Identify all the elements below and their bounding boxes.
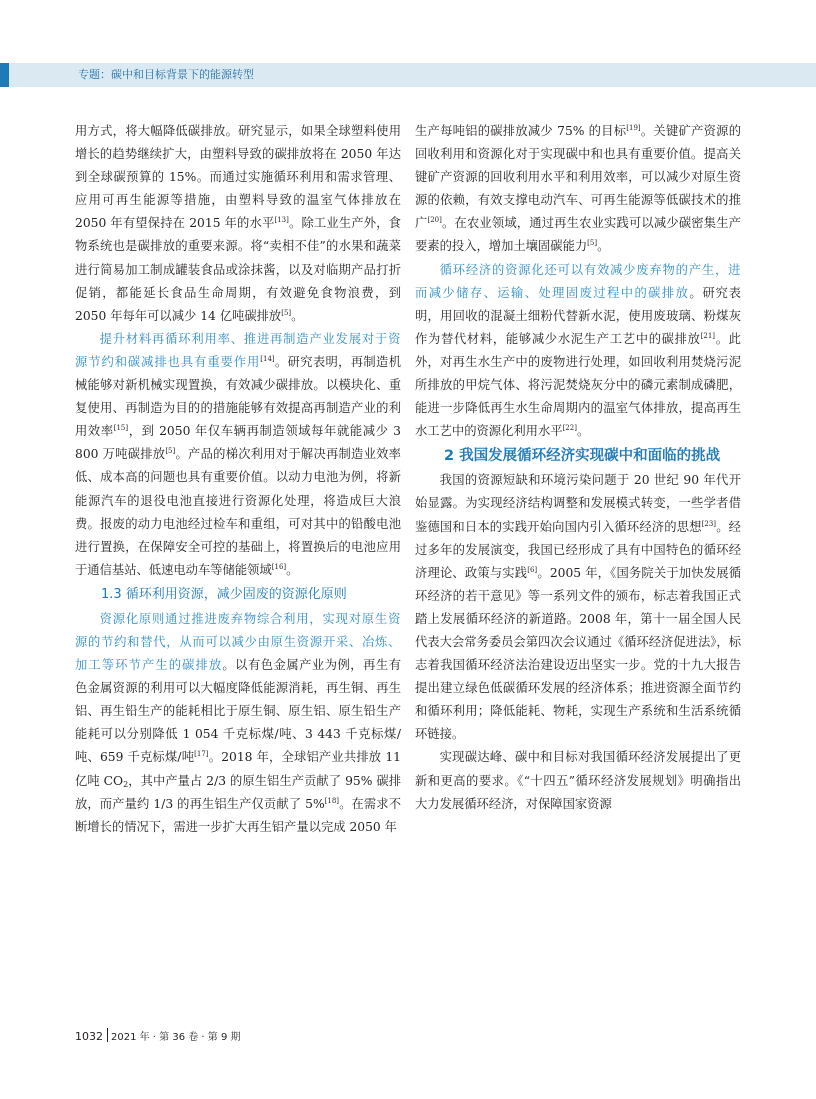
citation-ref[interactable]: [17] (194, 750, 209, 759)
citation-ref[interactable]: [18] (324, 796, 340, 805)
citation-ref[interactable]: [5] (281, 308, 292, 317)
citation-ref[interactable]: [22] (562, 424, 577, 433)
citation-ref[interactable]: [13] (274, 216, 289, 225)
subscript: 2 (123, 779, 129, 789)
page-footer (75, 1028, 241, 1043)
section-header-bar (0, 63, 816, 87)
header-accent-block (0, 63, 9, 87)
left-column (75, 120, 401, 839)
paragraph: 我国的资源短缺和环境污染问题于 20 世纪 90 年代开始显露。为实现经济结构调整和发展模式转变，一些学者借鉴德国和日本的实践开始向国内引入循环经济的思想[23]。经过多年的发展演变，我国已经形成了具有中国特色的循环经济理论、政策与实践[6]。2005 年，《国务院关于加快发展循环经济的若干意见》等一系列文件的颁布，标志着我国正式踏上发展循环经济的新道路。2008 年，第十一届全国人民代表大会常务委员会第四次会议通过《循环经济促进法》，标志着我国循环经济法治建设迈出坚实一步。党的十九大报告提出建立绿色低碳循环发展的经济体系；推进资源全面节约和循环利用；降低能耗、物耗，实现生产系统和生活系统循环链接。 (415, 473, 741, 742)
emphasis-text: 循环经济的资源化还可以有效减少废弃物的产生，进而减少储存、运输、处理固废过程中的碳排放 (415, 262, 741, 300)
citation-ref[interactable]: [16] (271, 562, 287, 571)
issue-info: 2021 年 · 第 36 卷 · 第 9 期 (111, 1032, 241, 1043)
subsection-heading: 1.3 循环利用资源，减少固废的资源化原则 (101, 586, 347, 602)
citation-ref[interactable]: [15] (113, 424, 129, 433)
citation-ref[interactable]: [19] (626, 124, 641, 132)
citation-ref[interactable]: [5] (587, 239, 598, 248)
citation-ref[interactable]: [5] (165, 447, 176, 456)
section-title: 专题：碳中和目标背景下的能源转型 (78, 68, 254, 81)
citation-ref[interactable]: [20] (427, 216, 442, 225)
paragraph: 用方式，将大幅降低碳排放。研究显示，如果全球塑料使用增长的趋势继续扩大，由塑料导致的碳排放将在 2050 年达到全球碳预算的 15%。而通过实施循环利用和需求管理、应用可再生能源等措施，由塑料导致的温室气体排放在 2050 年有望保持在 2015 年的水平[13]。除工业生产外，食物系统也是碳排放的重要来源。将“卖相不佳”的水果和蔬菜进行简易加工制成罐装食品或涂抹酱，以及对临期产品打折促销，都能延长食品生命周期，有效避免食物浪费，到 2050 年每年可以减少 14 亿吨碳排放[5]。 (75, 124, 401, 323)
page-number: 1032 (75, 1030, 103, 1043)
paragraph: 循环经济的资源化还可以有效减少废弃物的产生，进而减少储存、运输、处理固废过程中的碳排放。研究表明，用回收的混凝土细粉代替新水泥，使用废玻璃、粉煤灰作为替代材料，能够减少水泥生产工艺中的碳排放[21]。此外，对再生水生产中的废物进行处理，如回收利用焚烧污泥所排放的甲烷气体、将污泥焚烧灰分中的磷元素制成磷肥，能进一步降低再生水生命周期内的温室气体排放，提高再生水工艺中的资源化利用水平[22]。 (415, 262, 741, 439)
emphasis-text: 提升材料再循环利用率、推进再制造产业发展对于资源节约和碳减排也具有重要作用 (75, 331, 401, 369)
emphasis-text: 资源化原则通过推进废弃物综合利用，实现对原生资源的节约和替代，从而可以减少由原生资源开采、冶炼、加工等环节产生的碳排放 (75, 611, 401, 673)
footer-divider (107, 1028, 108, 1042)
paragraph: 提升材料再循环利用率、推进再制造产业发展对于资源节约和碳减排也具有重要作用[14]。研究表明，再制造机械能够对新机械实现置换，有效减少碳排放。以模块化、重复使用、再制造为目的的措施能够有效提高再制造产业的利用效率[15]，到 2050 年仅车辆再制造领域每年就能减少 3 800 万吨碳排放[5]。产品的梯次利用对于解决再制造业效率低、成本高的问题也具有重要价值。以动力电池为例，将新能源汽车的退役电池直接进行资源化处理，将造成巨大浪费。报废的动力电池经过检车和重组，可对其中的铅酸电池进行置换，在保障安全可控的基础上，将置换后的电池应用于通信基站、低速电动车等储能领域[16]。 (75, 331, 401, 577)
citation-ref[interactable]: [21] (700, 331, 716, 340)
paragraph: 生产每吨铝的碳排放减少 75% 的目标[19]。关键矿产资源的回收利用和资源化对于实现碳中和也具有重要价值。提高关键矿产资源的回收利用水平和利用效率，可以减少对原生资源的依赖，有效支撑电动汽车、可再生能源等低碳技术的推广[20]。在农业领域，通过再生农业实践可以减少碳密集生产要素的投入，增加土壤固碳能力[5]。 (415, 124, 741, 254)
paragraph: 资源化原则通过推进废弃物综合利用，实现对原生资源的节约和替代，从而可以减少由原生资源开采、冶炼、加工等环节产生的碳排放。以有色金属产业为例，再生有色金属资源的利用可以大幅度降低能源消耗，再生铜、再生铝、再生铅生产的能耗相比于原生铜、原生铝、原生铅生产能耗可以分别降低 1 054 千克标煤/吨、3 443 千克标煤/吨、659 千克标煤/吨[17]。2018 年，全球铝产业共排放 11 亿吨 $CO_2$，其中产量占 2/3 的原生铝生产贡献了 95% 碳排放，而产量约 1/3 的再生铝生产仅贡献了 5%[18]。在需求不断增长的情况下，需进一步扩大再生铝产量以完成 2050 年 (75, 611, 401, 834)
paragraph: 实现碳达峰、碳中和目标对我国循环经济发展提出了更新和更高的要求。《“十四五”循环经济发展规划》明确指出大力发展循环经济，对保障国家资源 (415, 750, 741, 811)
section-heading: 2 我国发展循环经济实现碳中和面临的挑战 (444, 448, 721, 465)
citation-ref[interactable]: [14] (260, 354, 275, 363)
right-column (415, 120, 741, 816)
citation-ref[interactable]: [23] (701, 519, 717, 528)
citation-ref[interactable]: [6] (527, 565, 538, 574)
